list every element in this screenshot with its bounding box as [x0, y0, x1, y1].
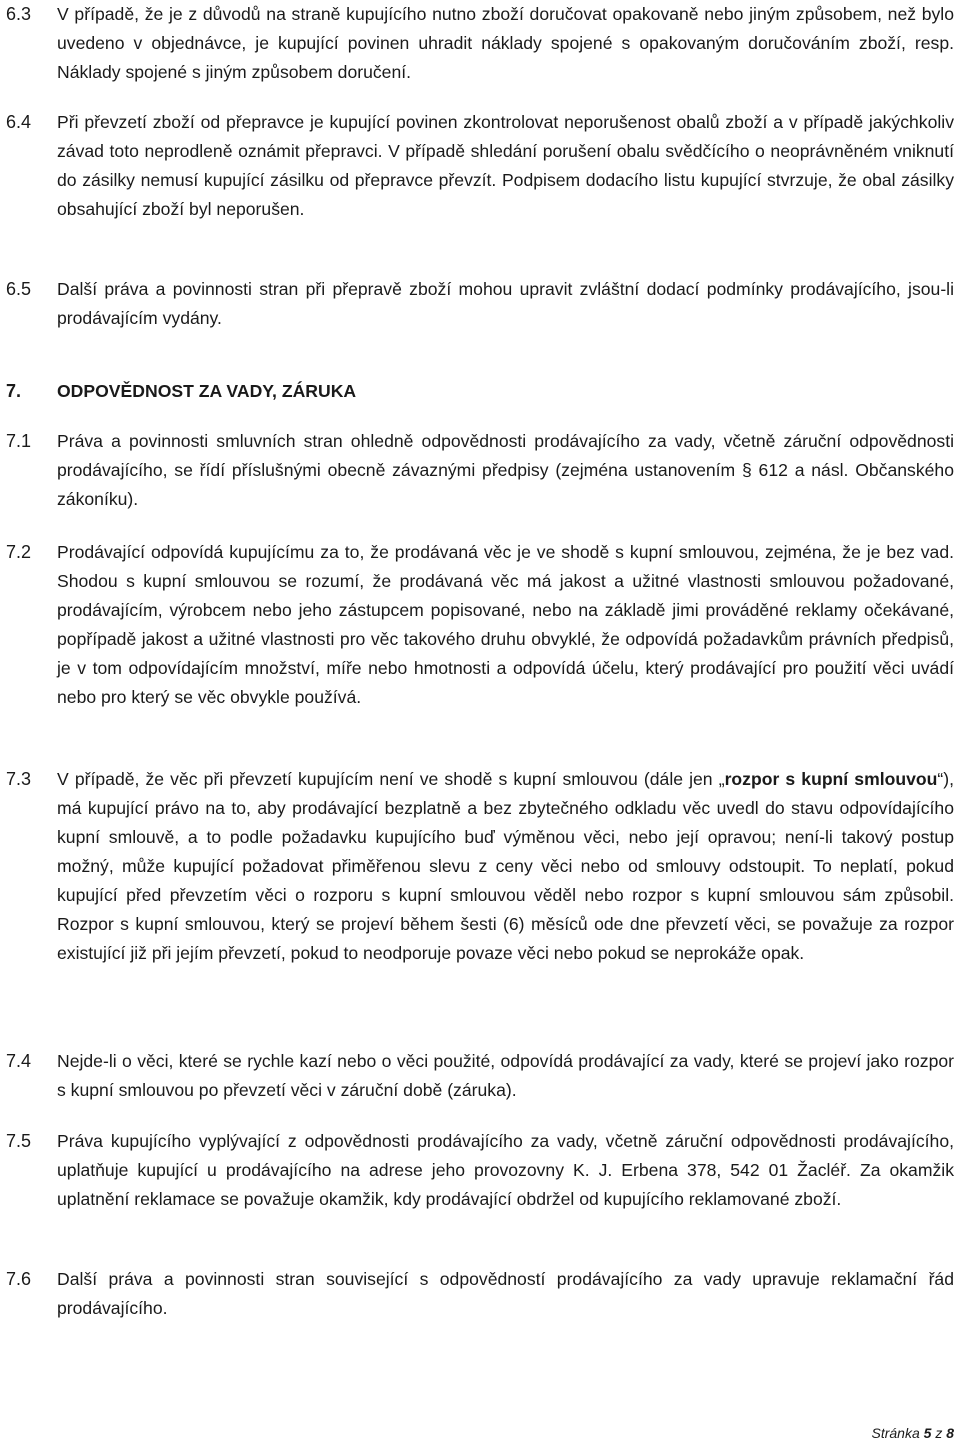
page-total: 8: [946, 1425, 954, 1441]
clause-text-part: “), má kupující právo na to, aby prodávající bezplatně a bez zbytečného odkladu věc uvedl do stavu odpovídajícího kupní smlouvě, a to podle požadavku kupujícího buď výměnou věci, nebo její opravou; není-li takový postup možný, může kupující požadovat přiměřenou slevu z ceny věci nebo od smlouvy odstoupit. To neplatí, pokud kupující před převzetím věci o rozporu s kupní smlouvou věděl nebo rozpor s kupní smlouvou sám způsobil. Rozpor s kupní smlouvou, který se projeví během šesti (6) měsíců ode dne převzetí věci, se považuje za rozpor existující již při jejím převzetí, pokud to neodporuje povaze věci nebo pokud se neprokáže opak.: [57, 769, 954, 963]
clause-number: 6.3: [6, 4, 32, 24]
clause-6-4: [6, 108, 956, 224]
page-separator: z: [935, 1425, 943, 1441]
clause-text: Práva a povinnosti smluvních stran ohledně odpovědnosti prodávajícího za vady, včetně záruční odpovědnosti prodávajícího, se řídí příslušnými obecně závaznými předpisy (zejména ustanovením § 612 a násl. Občanského zákoníku).: [57, 431, 954, 509]
clause-text: V případě, že je z důvodů na straně kupujícího nutno zboží doručovat opakovaně nebo jiným způsobem, než bylo uvedeno v objednávce, je kupující povinen uhradit náklady spojené s opakovaným doručováním zboží, resp. Náklady spojené s jiným způsobem doručení.: [57, 4, 954, 82]
clause-number: 7.1: [6, 431, 32, 451]
clause-number: 7.3: [6, 769, 32, 789]
clause-7-1: [6, 427, 956, 514]
defined-term: rozpor s kupní smlouvou: [724, 769, 938, 789]
clause-text: Nejde-li o věci, které se rychle kazí nebo o věci použité, odpovídá prodávající za vady, které se projeví jako rozpor s kupní smlouvou po převzetí věci v záruční době (záruka).: [57, 1051, 954, 1100]
clause-7-2: [6, 538, 956, 712]
clause-text-part: V případě, že věc při převzetí kupujícím není ve shodě s kupní smlouvou (dále jen „: [57, 769, 725, 789]
clause-6-5: [6, 275, 956, 333]
clause-number: 7.5: [6, 1131, 32, 1151]
clause-6-3: [6, 0, 956, 87]
clause-number: 7.2: [6, 542, 32, 562]
section-title: ODPOVĚDNOST ZA VADY, ZÁRUKA: [57, 381, 357, 401]
clause-text: Prodávající odpovídá kupujícímu za to, že prodávaná věc je ve shodě s kupní smlouvou, zejména, že je bez vad. Shodou s kupní smlouvou se rozumí, že prodávaná věc má jakost a užitné vlastnosti smlouvou požadované, prodávajícím, výrobcem nebo jeho zástupcem popisované, nebo na základě jimi prováděné reklamy očekávané, popřípadě jakost a užitné vlastnosti pro věc takového druhu obvyklé, že odpovídá požadavkům právních předpisů, je v tom odpovídajícím množství, míře nebo hmotnosti a odpovídá účelu, který prodávající pro použití věci uvádí nebo pro který se věc obvykle používá.: [57, 542, 954, 707]
clause-7-4: [6, 1047, 956, 1105]
clause-text: [57, 765, 954, 968]
clause-number: 6.4: [6, 112, 32, 132]
page-footer: [871, 1423, 954, 1443]
clause-number: 7.6: [6, 1269, 32, 1289]
section-heading-7: [6, 377, 956, 406]
page-current: 5: [923, 1425, 932, 1441]
clause-7-3: [6, 765, 956, 968]
clause-7-5: [6, 1127, 956, 1214]
page-label: Stránka: [871, 1425, 920, 1441]
clause-text: Další práva a povinnosti stran při přepravě zboží mohou upravit zvláštní dodací podmínky prodávajícího, jsou-li prodávajícím vydány.: [57, 279, 954, 328]
section-number: 7.: [6, 381, 22, 401]
clause-7-6: [6, 1265, 956, 1323]
clause-text: Při převzetí zboží od přepravce je kupující povinen zkontrolovat neporušenost obalů zboží a v případě jakýchkoliv závad toto neprodleně oznámit přepravci. V případě shledání porušení obalu svědčícího o neoprávněném vniknutí do zásilky nemusí kupující zásilku od přepravce převzít. Podpisem dodacího listu kupující stvrzuje, že obal zásilky obsahující zboží byl neporušen.: [57, 112, 954, 219]
clause-number: 7.4: [6, 1051, 32, 1071]
clause-text: Práva kupujícího vyplývající z odpovědnosti prodávajícího za vady, včetně záruční odpovědnosti prodávajícího, uplatňuje kupující u prodávajícího na adrese jeho provozovny K. J. Erbena 378, 542 01 Žacléř. Za okamžik uplatnění reklamace se považuje okamžik, kdy prodávající obdržel od kupujícího reklamované zboží.: [57, 1131, 954, 1209]
clause-number: 6.5: [6, 279, 32, 299]
clause-text: Další práva a povinnosti stran související s odpovědností prodávajícího za vady upravuje reklamační řád prodávajícího.: [57, 1269, 954, 1318]
